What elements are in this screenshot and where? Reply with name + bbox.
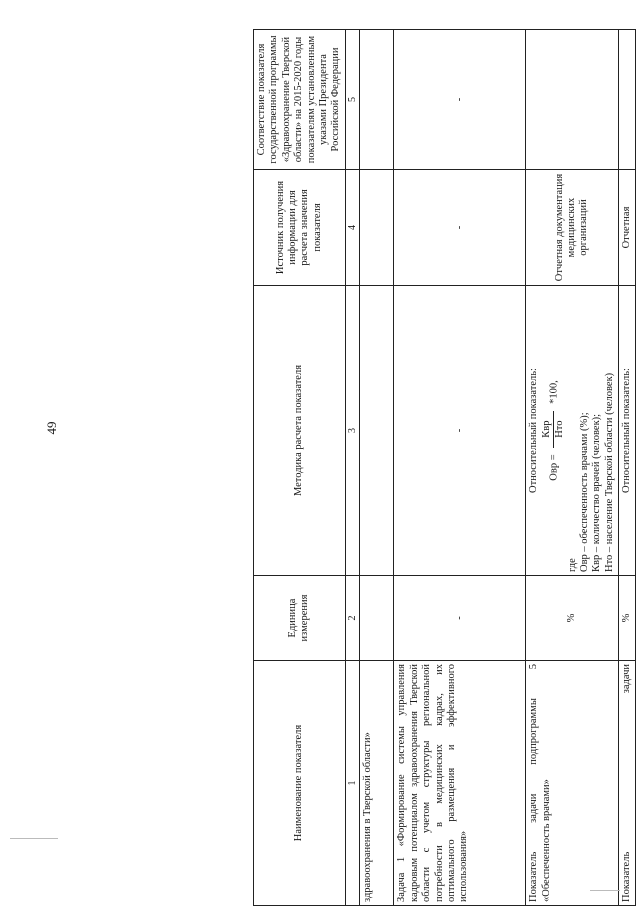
scan-artifact	[590, 890, 620, 891]
formula-where: где	[566, 558, 578, 572]
formula-fraction	[541, 411, 567, 448]
header-indicator-name: Наименование показателя	[254, 661, 346, 906]
col-number-4: 4	[345, 170, 360, 286]
table-row	[619, 30, 636, 906]
row-2-source: -	[394, 170, 526, 286]
formula-def-3: Нто – население Тверской области (человек)	[603, 372, 615, 572]
row-3-match	[526, 30, 619, 170]
col-number-1: 1	[345, 661, 360, 906]
row-2-name: Задача 1 «Формирование системы управления кадровым потенциалом здравоохранения Тверской области с учетом структуры региональной потребности в медицинских кадрах, их оптимального размещения и эффективного использования»	[394, 661, 526, 906]
row-1-unit	[360, 576, 394, 661]
formula-left: Овр	[548, 462, 560, 481]
col-number-5: 5	[345, 30, 360, 170]
row-1-match	[360, 30, 394, 170]
row-3-name: Показатель задачи подпрограммы 5 «Обеспеченность врачами»	[526, 661, 619, 906]
row-3-source: Отчетная документация медицинских организаций	[526, 170, 619, 286]
row-1-method	[360, 286, 394, 576]
formula-numerator: Квр	[541, 411, 554, 448]
header-correspondence: Соответствие показателя государственной программы «Здравоохранение Тверской области» на 2015-2020 годы показателям установленным указами Президента Российской Федерации	[254, 30, 346, 170]
col-number-3: 3	[345, 286, 360, 576]
header-source: Источник получения информации для расчета значения показателя	[254, 170, 346, 286]
row-4-source: Отчетная	[619, 170, 636, 286]
row-4-unit: %	[619, 576, 636, 661]
table-row	[394, 30, 526, 906]
page-number: 49	[44, 421, 59, 435]
formula-equals: =	[548, 454, 560, 461]
formula	[541, 289, 567, 572]
formula-denominator: Нто	[554, 420, 566, 438]
row-2-match: -	[394, 30, 526, 170]
row-3-method	[526, 286, 619, 576]
scan-artifact	[10, 838, 58, 839]
table-header-row	[254, 30, 346, 906]
row-4-match	[619, 30, 636, 170]
indicator-table	[253, 29, 636, 906]
row-1-name: здравоохранения в Тверской области»	[360, 661, 394, 906]
formula-def-1: Овр – обеспеченность врачами (%);	[578, 412, 590, 572]
header-unit: Единица измерения	[254, 576, 346, 661]
header-method: Методика расчета показателя	[254, 286, 346, 576]
row-2-unit: -	[394, 576, 526, 661]
formula-def-2: Квр – количество врачей (человек);	[591, 413, 603, 572]
col-number-2: 2	[345, 576, 360, 661]
rotated-table-frame	[253, 30, 633, 906]
table-row	[360, 30, 394, 906]
column-number-row	[345, 30, 360, 906]
row-3-unit: %	[526, 576, 619, 661]
row-2-method: -	[394, 286, 526, 576]
table-row	[526, 30, 619, 906]
method-title: Относительный показатель:	[528, 368, 540, 493]
row-4-method: Относительный показатель:	[619, 286, 636, 576]
row-4-name: Показатель задачи	[619, 661, 636, 906]
formula-multiplier: *100,	[548, 380, 560, 404]
row-1-source	[360, 170, 394, 286]
